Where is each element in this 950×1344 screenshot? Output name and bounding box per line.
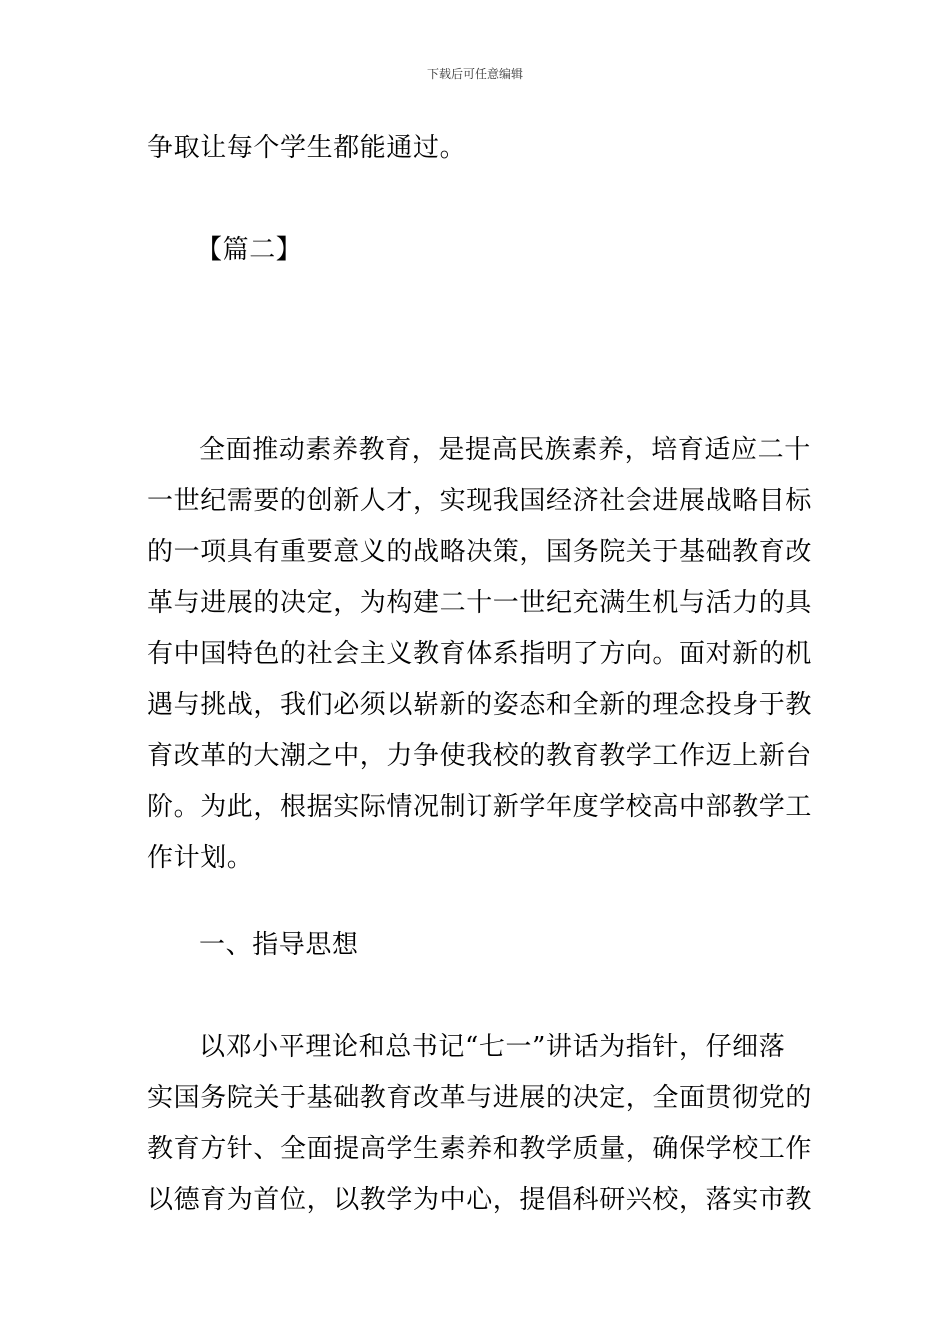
section-heading: 一、指导思想 [199, 930, 359, 960]
page-header: 下载后可任意编辑 [426, 67, 523, 81]
text-line: 育改革的大潮之中，力争使我校的教育教学工作迈上新台 [147, 741, 813, 771]
text-line: 阶。为此，根据实际情况制订新学年度学校高中部教学工 [147, 792, 813, 822]
text-line: 教育方针、全面提高学生素养和教学质量，确保学校工作 [147, 1134, 813, 1164]
text-line: 争取让每个学生都能通过。 [147, 133, 467, 163]
text-line: 遇与挑战，我们必须以崭新的姿态和全新的理念投身于教 [147, 690, 813, 720]
text-line: 以邓小平理论和总书记“七一”讲话为指针，仔细落 [199, 1032, 786, 1062]
text-line: 实国务院关于基础教育改革与进展的决定，全面贯彻党的 [147, 1083, 813, 1113]
text-line: 的一项具有重要意义的战略决策，国务院关于基础教育改 [147, 537, 813, 567]
text-line: 一世纪需要的创新人才，实现我国经济社会进展战略目标 [147, 486, 813, 516]
text-line: 革与进展的决定，为构建二十一世纪充满生机与活力的具 [147, 588, 813, 618]
text-line: 以德育为首位，以教学为中心，提倡科研兴校，落实市教 [147, 1185, 813, 1215]
text-line: 作计划。 [147, 843, 254, 873]
section-heading: 【篇二】 [196, 235, 303, 265]
text-line: 有中国特色的社会主义教育体系指明了方向。面对新的机 [147, 639, 813, 669]
text-line: 全面推动素养教育，是提高民族素养，培育适应二十 [199, 435, 811, 465]
